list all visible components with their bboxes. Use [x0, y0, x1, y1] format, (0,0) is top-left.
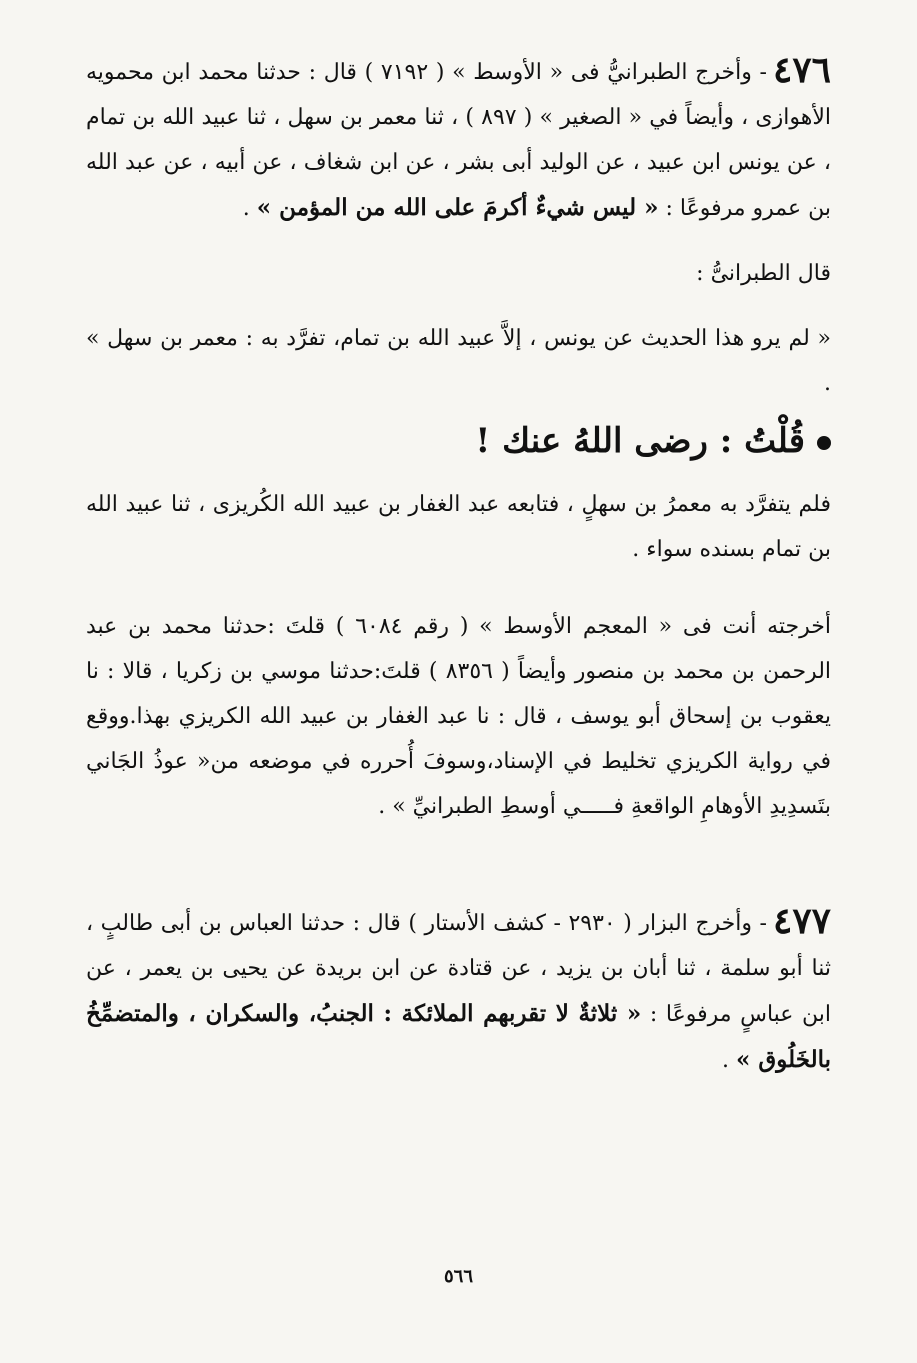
entry-477-text: - وأخرج البزار ( ٢٩٣٠ - كشف الأستار ) قال : حدثنا العباس بن أبى طالبٍ ، ثنا أبو سلمة ، ثنا أبان بن يزيد ، عن قتادة عن ابن بريدة عن يحيى بن يعمر ، عن ابن عباسٍ مرفوعًا :	[86, 911, 831, 1027]
entry-477-hadith: « ثلاثةٌ لا تقربهم الملائكة : الجنبُ، والسكران ، والمتضمِّخُ بالخَلُوق »	[86, 1000, 831, 1073]
source-paragraph: أخرجته أنت فى « المعجم الأوسط » ( رقم ٦٠٨٤ ) قلتَ :حدثنا محمد بن عبد الرحمن بن محمد بن منصور وأيضاً ( ٨٣٥٦ ) قلتَ:حدثنا موسي بن زكريا ، قالا : نا يعقوب بن إسحاق أبو يوسف ، قال : نا عبد الغفار بن عبيد الله الكريزي بهذا.ووقع في رواية الكريزي تخليط في الإسناد،وسوفَ أُحرره في موضعه من« عوذُ الجَاني بتَسدِيدِ الأوهامِ الواقعةِ فـــــي أوسطِ الطبرانيِّ » .	[86, 614, 832, 819]
entry-476-text: - وأخرج الطبرانيُّ فى « الأوسط » ( ٧١٩٢ ) قال : حدثنا محمد ابن محمويه الأهوازى ، وأيضاً في « الصغير » ( ٨٩٧ ) ، ثنا معمر بن سهل ، ثنا عبيد الله بن تمام ، عن يونس ابن عبيد ، عن الوليد أبى بشر ، عن ابن شغاف ، عن أبيه ، عن عبد الله بن عمرو مرفوعًا :	[86, 60, 831, 221]
entry-477	[86, 899, 831, 1083]
page-number: ٥٦٦	[443, 1266, 473, 1287]
entry-number-476: ٤٧٦	[772, 49, 831, 91]
section-heading	[86, 412, 831, 470]
heading-text: قُلْتُ : رضى اللهُ عنك !	[475, 421, 805, 461]
entry-477-end: .	[722, 1048, 736, 1073]
entry-476-end: .	[242, 196, 257, 221]
entry-476	[86, 48, 831, 231]
follow-paragraph: فلم يتفرَّد به معمرُ بن سهلٍ ، فتابعه عبد الغفار بن عبيد الله الكُريزى ، ثنا عبيد الله بن تمام بسنده سواء .	[86, 492, 831, 562]
entry-476-hadith: « ليس شيءٌ أكرمَ على الله من المؤمن »	[256, 194, 659, 221]
tabarani-label: قال الطبرانىُّ :	[696, 261, 831, 286]
entry-number-477: ٤٧٧	[772, 900, 831, 942]
bullet-icon	[817, 436, 831, 450]
tabarani-quote: « لم يرو هذا الحديث عن يونس ، إلاَّ عبيد الله بن تمام، تفرَّد به : معمر بن سهل » .	[86, 326, 831, 396]
